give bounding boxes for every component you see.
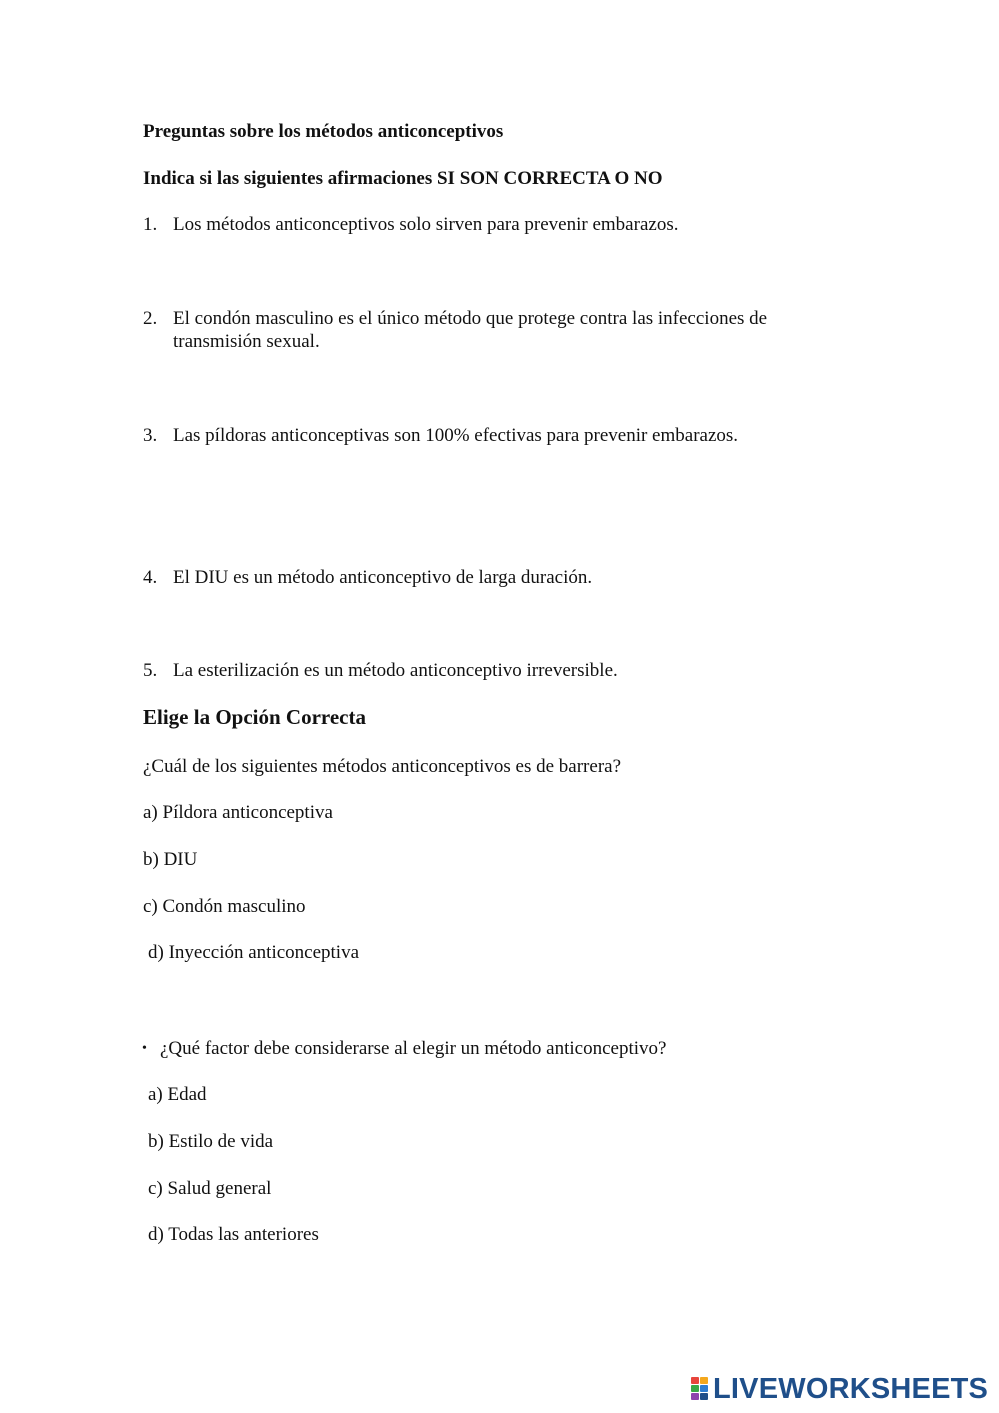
instruction: Indica si las siguientes afirmaciones SI SON CORRECTA O NO	[143, 168, 663, 189]
option: a) Edad	[148, 1084, 207, 1105]
option: c) Salud general	[148, 1178, 272, 1199]
statement-number: 4.	[143, 567, 158, 588]
liveworksheets-logo	[691, 1375, 988, 1403]
statement-number: 3.	[143, 425, 158, 446]
logo-text: LIVEWORKSHEETS	[713, 1373, 989, 1405]
option: d) Todas las anteriores	[148, 1224, 319, 1245]
section-heading: Elige la Opción Correcta	[143, 705, 366, 729]
option: b) Estilo de vida	[148, 1131, 274, 1152]
statement-text: Los métodos anticonceptivos solo sirven para prevenir embarazos.	[173, 214, 679, 235]
statement-text: La esterilización es un método anticonceptivo irreversible.	[173, 660, 618, 681]
page-title: Preguntas sobre los métodos anticonceptivos	[143, 121, 504, 142]
statement-number: 5.	[143, 660, 158, 681]
option: c) Condón masculino	[143, 896, 306, 917]
statement-number: 2.	[143, 308, 158, 329]
option: a) Píldora anticonceptiva	[143, 802, 333, 823]
statement-text: Las píldoras anticonceptivas son 100% efectivas para prevenir embarazos.	[173, 425, 739, 446]
statement-text: El condón masculino es el único método que protege contra las infecciones de transmisión sexual.	[173, 308, 768, 352]
question-text: ¿Cuál de los siguientes métodos anticonceptivos es de barrera?	[143, 756, 622, 777]
logo-mark-icon	[691, 1377, 709, 1401]
option: b) DIU	[143, 849, 198, 870]
statement-text: El DIU es un método anticonceptivo de larga duración.	[173, 567, 593, 588]
statement-number: 1.	[143, 214, 158, 235]
question-text: ¿Qué factor debe considerarse al elegir un método anticonceptivo?	[160, 1038, 667, 1059]
bullet-icon: •	[142, 1041, 147, 1056]
option: d) Inyección anticonceptiva	[148, 942, 360, 963]
